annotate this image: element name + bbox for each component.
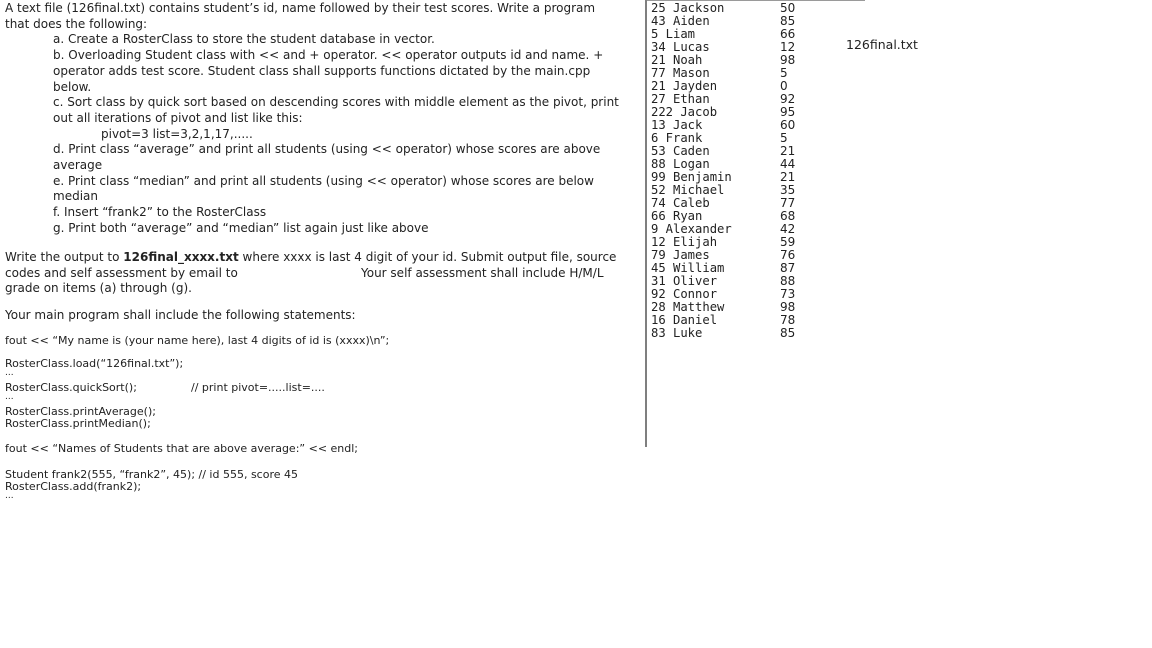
roster-score: 78	[780, 313, 796, 327]
item-a: a. Create a RosterClass to store the student database in vector.	[53, 32, 435, 46]
roster-id-name: 21 Noah	[651, 53, 703, 67]
roster-score: 87	[780, 261, 796, 275]
code-line-print-average: RosterClass.printAverage();	[5, 405, 156, 418]
item-e-line-1: e. Print class “median” and print all students (using << operator) whose scores are below	[53, 174, 594, 188]
roster-score: 85	[780, 14, 796, 28]
code-line-quicksort: RosterClass.quickSort();	[5, 381, 137, 394]
output-line-3: grade on items (a) through (g).	[5, 281, 192, 295]
roster-id-name: 99 Benjamin	[651, 170, 732, 184]
intro-line-1: A text file (126final.txt) contains student’s id, name followed by their test scores. Write a program	[5, 1, 596, 15]
output-post: where xxxx is last 4 digit of your id. Submit output file, source	[238, 250, 617, 264]
roster-score: 66	[780, 27, 796, 41]
output-line-2b: Your self assessment shall include H/M/L	[361, 266, 604, 280]
item-e-line-2: median	[53, 189, 98, 203]
roster-file-listing	[651, 2, 801, 340]
roster-score: 21	[780, 144, 796, 158]
item-g: g. Print both “average” and “median” list again just like above	[53, 221, 429, 235]
roster-id-name: 74 Caleb	[651, 196, 710, 210]
roster-id-name: 92 Connor	[651, 287, 718, 301]
roster-score: 98	[780, 300, 796, 314]
output-pre: Write the output to	[5, 250, 124, 264]
roster-id-name: 25 Jackson	[651, 1, 725, 15]
roster-id-name: 88 Logan	[651, 157, 710, 171]
roster-score: 68	[780, 209, 796, 223]
intro-line-2: that does the following:	[5, 17, 148, 31]
roster-score: 77	[780, 196, 796, 210]
code-ellipsis-2: ...	[5, 392, 14, 402]
item-b-line-3: below.	[53, 80, 92, 94]
roster-id-name: 27 Ethan	[651, 92, 710, 106]
roster-id-name: 43 Aiden	[651, 14, 710, 28]
output-filename: 126final_xxxx.txt	[123, 250, 239, 264]
roster-id-name: 77 Mason	[651, 66, 710, 80]
roster-id-name: 5 Liam	[651, 27, 696, 41]
file-label: 126final.txt	[846, 37, 918, 52]
roster-score: 73	[780, 287, 796, 301]
roster-id-name: 53 Caden	[651, 144, 710, 158]
code-comment-quicksort: // print pivot=.....list=....	[191, 381, 325, 394]
code-line-fout-names: fout << “Names of Students that are above average:” << endl;	[5, 442, 359, 455]
roster-id-name: 21 Jayden	[651, 79, 718, 93]
roster-id-name: 34 Lucas	[651, 40, 710, 54]
file-panel-border-left	[645, 0, 647, 447]
roster-score: 44	[780, 157, 796, 171]
roster-id-name: 9 Alexander	[651, 222, 732, 236]
roster-id-name: 79 James	[651, 248, 710, 262]
roster-score: 92	[780, 92, 796, 106]
item-c-line-2: out all iterations of pivot and list like this:	[53, 111, 303, 125]
roster-score: 12	[780, 40, 796, 54]
output-line-2a: codes and self assessment by email to	[5, 266, 238, 280]
roster-score: 5	[780, 131, 788, 145]
output-line-1	[5, 250, 616, 266]
roster-score: 98	[780, 53, 796, 67]
roster-id-name: 28 Matthew	[651, 300, 725, 314]
roster-score: 5	[780, 66, 788, 80]
roster-score: 35	[780, 183, 796, 197]
roster-score: 21	[780, 170, 796, 184]
item-c-line-1: c. Sort class by quick sort based on descending scores with middle element as the pivot, print	[53, 95, 619, 109]
roster-score: 0	[780, 79, 788, 93]
roster-id-name: 13 Jack	[651, 118, 703, 132]
item-d-line-2: average	[53, 158, 103, 172]
item-d-line-1: d. Print class “average” and print all students (using << operator) whose scores are above	[53, 142, 601, 156]
code-ellipsis-1: ...	[5, 368, 14, 378]
item-c-example: pivot=3 list=3,2,1,17,.....	[101, 127, 253, 141]
main-intro: Your main program shall include the following statements:	[5, 308, 356, 322]
roster-score: 95	[780, 105, 796, 119]
roster-score: 60	[780, 118, 796, 132]
roster-id-name: 12 Elijah	[651, 235, 718, 249]
roster-score: 50	[780, 1, 796, 15]
roster-id-name: 66 Ryan	[651, 209, 703, 223]
code-ellipsis-3: ...	[5, 491, 14, 501]
code-line-load: RosterClass.load(“126final.txt”);	[5, 357, 184, 370]
code-line-student-frank2: Student frank2(555, “frank2”, 45); // id 555, score 45	[5, 468, 299, 481]
roster-id-name: 6 Frank	[651, 131, 703, 145]
roster-id-name: 83 Luke	[651, 326, 703, 340]
roster-score: 59	[780, 235, 796, 249]
roster-score: 76	[780, 248, 796, 262]
item-b-line-2: operator adds test score. Student class shall supports functions dictated by the main.cpp	[53, 64, 591, 78]
roster-id-name: 31 Oliver	[651, 274, 718, 288]
code-line-add-frank2: RosterClass.add(frank2);	[5, 480, 142, 493]
roster-score: 88	[780, 274, 796, 288]
item-b-line-1: b. Overloading Student class with << and + operator. << operator outputs id and name. +	[53, 48, 604, 62]
roster-id-name: 45 William	[651, 261, 725, 275]
roster-score: 42	[780, 222, 796, 236]
roster-score: 85	[780, 326, 796, 340]
roster-id-name: 52 Michael	[651, 183, 725, 197]
code-line-print-median: RosterClass.printMedian();	[5, 417, 151, 430]
code-line-name: fout << “My name is (your name here), last 4 digits of id is (xxxx)\n”;	[5, 334, 390, 347]
item-f: f. Insert “frank2” to the RosterClass	[53, 205, 267, 219]
roster-id-name: 222 Jacob	[651, 105, 718, 119]
roster-row	[651, 327, 801, 340]
roster-id-name: 16 Daniel	[651, 313, 718, 327]
